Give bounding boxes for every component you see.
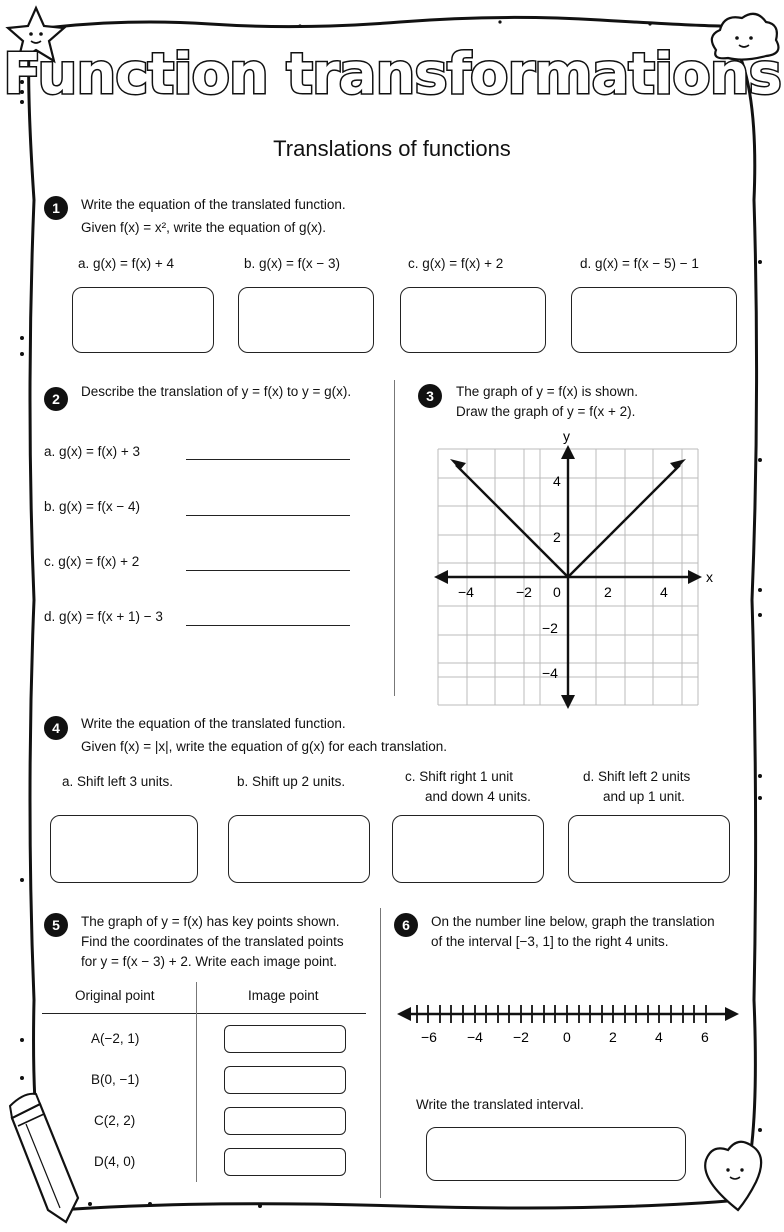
number-line-tick-label: −2 <box>513 1029 529 1045</box>
question-5-line2: Find the coordinates of the translated points <box>81 934 344 949</box>
table-row-original: B(0, −1) <box>91 1072 140 1087</box>
x-tick-label: −2 <box>516 584 532 600</box>
x-tick-label: 0 <box>553 584 561 600</box>
axis-label-x: x <box>706 569 713 585</box>
answer-box-6[interactable] <box>426 1127 686 1181</box>
coordinate-graph[interactable] <box>430 425 730 715</box>
question-4-item-d-line1: d. Shift left 2 units <box>583 769 691 784</box>
question-6-interval-prompt: Write the translated interval. <box>416 1097 584 1112</box>
image-point-box-a[interactable] <box>224 1025 346 1053</box>
question-6-line1: On the number line below, graph the translation <box>431 914 715 929</box>
answer-line-2d[interactable] <box>186 625 350 626</box>
question-2-item-b: b. g(x) = f(x − 4) <box>44 499 141 514</box>
answer-box-1d[interactable] <box>571 287 737 353</box>
table-column-divider <box>196 982 197 1182</box>
heart-icon <box>705 1142 761 1210</box>
question-6-number: 6 <box>394 913 418 937</box>
question-1-given: Given f(x) = x², write the equation of g(x). <box>81 220 326 235</box>
question-1-instruction: Write the equation of the translated function. <box>81 197 346 212</box>
table-row-original: C(2, 2) <box>94 1113 136 1128</box>
question-4-item-b: b. Shift up 2 units. <box>237 774 346 789</box>
question-3-line1: The graph of y = f(x) is shown. <box>456 384 638 399</box>
answer-box-4a[interactable] <box>50 815 198 883</box>
x-tick-label: 2 <box>604 584 612 600</box>
question-2-number: 2 <box>44 387 68 411</box>
question-1-item-a: a. g(x) = f(x) + 4 <box>78 256 175 271</box>
number-line-tick-label: 4 <box>655 1029 663 1045</box>
number-line-tick-label: 6 <box>701 1029 709 1045</box>
question-4-item-c-line1: c. Shift right 1 unit <box>405 769 514 784</box>
answer-box-1b[interactable] <box>238 287 374 353</box>
answer-line-2c[interactable] <box>186 570 350 571</box>
question-4-item-d-line2: and up 1 unit. <box>603 789 685 804</box>
number-line-tick-label: −4 <box>467 1029 483 1045</box>
answer-line-2b[interactable] <box>186 515 350 516</box>
x-tick-label: 4 <box>660 584 668 600</box>
table-header-rule <box>42 1013 366 1014</box>
table-row-original: A(−2, 1) <box>91 1031 140 1046</box>
question-2-item-c: c. g(x) = f(x) + 2 <box>44 554 140 569</box>
question-4-item-a: a. Shift left 3 units. <box>62 774 174 789</box>
question-4-item-c-line2: and down 4 units. <box>425 789 531 804</box>
question-2-item-d: d. g(x) = f(x + 1) − 3 <box>44 609 163 624</box>
question-5-line3: for y = f(x − 3) + 2. Write each image point. <box>81 954 337 969</box>
question-1-item-d: d. g(x) = f(x − 5) − 1 <box>580 256 699 271</box>
answer-box-1a[interactable] <box>72 287 214 353</box>
image-point-box-b[interactable] <box>224 1066 346 1094</box>
question-5-number: 5 <box>44 913 68 937</box>
section-divider-lower <box>380 908 381 1198</box>
pencil-icon <box>10 1094 78 1222</box>
table-header-original: Original point <box>75 988 155 1003</box>
number-line-tick-label: 2 <box>609 1029 617 1045</box>
question-3-line2: Draw the graph of y = f(x + 2). <box>456 404 636 419</box>
question-2-prompt: Describe the translation of y = f(x) to y = g(x). <box>81 384 352 399</box>
y-tick-label: −4 <box>542 665 558 681</box>
question-3-number: 3 <box>418 384 442 408</box>
x-tick-label: −4 <box>458 584 474 600</box>
page-title: Function transformations <box>3 42 781 107</box>
y-tick-label: 2 <box>553 529 561 545</box>
image-point-box-c[interactable] <box>224 1107 346 1135</box>
question-4-instruction: Write the equation of the translated function. <box>81 716 346 731</box>
y-tick-label: −2 <box>542 620 558 636</box>
question-1-item-c: c. g(x) = f(x) + 2 <box>408 256 504 271</box>
number-line[interactable] <box>395 998 745 1048</box>
question-4-given: Given f(x) = |x|, write the equation of g(x) for each translation. <box>81 739 448 754</box>
question-5-line1: The graph of y = f(x) has key points shown. <box>81 914 340 929</box>
question-1-item-b: b. g(x) = f(x − 3) <box>244 256 341 271</box>
table-header-image: Image point <box>248 988 319 1003</box>
answer-box-1c[interactable] <box>400 287 546 353</box>
number-line-tick-label: 0 <box>563 1029 571 1045</box>
question-4-number: 4 <box>44 716 68 740</box>
table-row-original: D(4, 0) <box>94 1154 136 1169</box>
question-6-line2: of the interval [−3, 1] to the right 4 units. <box>431 934 669 949</box>
number-line-tick-label: −6 <box>421 1029 437 1045</box>
question-1-number: 1 <box>44 196 68 220</box>
axis-label-y: y <box>563 428 570 444</box>
section-divider <box>394 380 395 696</box>
page-subtitle: Translations of functions <box>273 136 511 161</box>
answer-line-2a[interactable] <box>186 459 350 460</box>
question-2-item-a: a. g(x) = f(x) + 3 <box>44 444 141 459</box>
answer-box-4b[interactable] <box>228 815 370 883</box>
answer-box-4c[interactable] <box>392 815 544 883</box>
answer-box-4d[interactable] <box>568 815 730 883</box>
y-tick-label: 4 <box>553 473 561 489</box>
image-point-box-d[interactable] <box>224 1148 346 1176</box>
